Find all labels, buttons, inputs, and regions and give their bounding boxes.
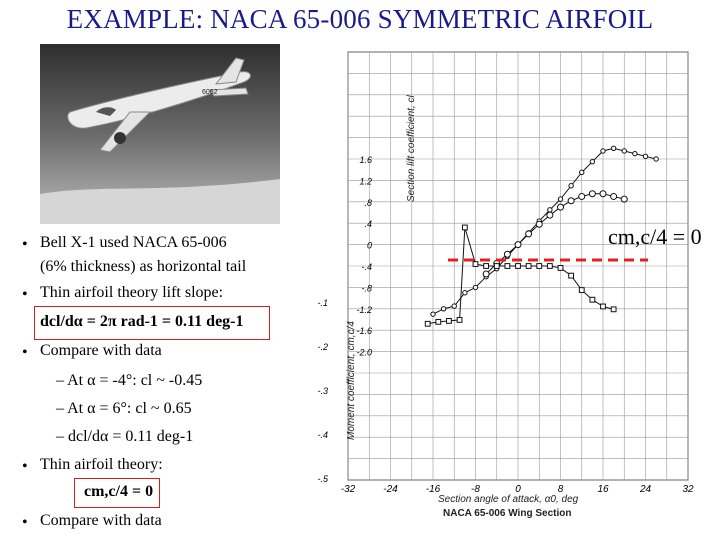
bullet-list [0,0,300,540]
data-point-cl_alt [483,271,489,277]
sub-bullet-3-text: dcl/dα = 0.11 deg-1 [68,428,194,445]
data-point-cm [425,321,430,326]
data-point-cm [457,318,462,323]
data-point-cm [473,262,478,267]
bullet-dot: • [22,286,28,303]
bullet-3: Compare with data [40,342,162,359]
data-point-cl [463,291,467,295]
cl-tick-label: .8 [364,197,372,208]
cm-tick-label: -.1 [317,298,328,308]
x-tick-label: 24 [639,484,652,495]
bullet-4: Thin airfoil theory: [40,456,163,473]
x-tick-label: 0 [515,484,521,495]
bullet-dot: • [22,514,28,531]
data-point-cl [590,159,594,163]
cl-axis-label: Section lift coefficient, cl [406,95,417,202]
data-point-cm [569,273,574,278]
data-point-cl [580,170,584,174]
bullet-1-line1: Bell X-1 used NACA 65-006 [40,234,227,251]
data-point-cl_alt [558,204,564,210]
data-point-cl [611,146,615,150]
cl-tick-label: -2.0 [356,347,372,358]
cm-annotation: cm,c/4 = 0 [608,224,702,249]
bullet-5: Compare with data [40,512,162,529]
tail-number: 6062 [202,89,218,96]
x-tick-label: -8 [471,484,480,495]
data-point-cl_alt [589,191,595,197]
data-point-cl [473,285,477,289]
data-point-cl_alt [579,193,585,199]
bullet-dot: • [22,458,28,475]
cl-tick-label: -1.6 [356,326,372,337]
lift-slope-formula: dcl/dα = 2π rad-1 = 0.11 deg-1 [40,313,244,330]
sub-bullet-3: – dcl/dα = 0.11 deg-1 [56,428,194,445]
data-point-cl [643,154,647,158]
data-point-cm [516,264,521,269]
cl-tick-label: -.4 [361,262,372,272]
data-point-cl [569,184,573,188]
cm-tick-label: -.5 [317,474,328,484]
bullet-dot: • [22,344,28,361]
bullet-dot: • [22,236,28,253]
data-point-cl [633,151,637,155]
data-point-cm [590,297,595,302]
data-point-cm [558,266,563,271]
data-point-cl [441,307,445,311]
data-point-cl [601,149,605,153]
chart-caption: NACA 65-006 Wing Section [443,508,572,519]
data-point-cl_alt [600,191,606,197]
data-point-cl_alt [515,242,521,248]
x-tick-label: 16 [597,484,609,495]
data-point-cm [447,318,452,323]
data-point-cm [537,264,542,269]
data-point-cm [547,264,552,269]
slide-title: EXAMPLE: NACA 65-006 SYMMETRIC AIRFOIL [66,4,654,34]
cm-tick-label: -.2 [317,342,328,352]
data-point-cl_alt [611,193,617,199]
cm-axis-label: Moment coefficient, cm,c/4 [346,321,357,440]
cl-tick-label: .4 [364,219,372,230]
cm-tick-label: -.4 [317,430,328,440]
x-axis-label: Section angle of attack, α0, deg [438,494,579,505]
data-point-cm [611,307,616,312]
data-point-cl_alt [547,212,553,218]
x-tick-label: 32 [682,484,694,495]
data-point-cl [452,304,456,308]
data-point-cm [505,264,510,269]
data-point-cm [526,264,531,269]
x-tick-label: 8 [557,484,564,495]
sub-bullet-1: – At α = -4°: cl ~ -0.45 [56,372,203,389]
data-point-cl_alt [504,251,510,257]
x-tick-label: -24 [383,484,398,495]
moment-formula: cm,c/4 = 0 [84,483,154,500]
cl-tick-label: 0 [366,240,372,251]
cm-tick-label: -.3 [317,386,328,396]
x-tick-label: -32 [340,484,356,495]
data-point-cl_alt [621,196,627,202]
bullet-1-line2: (6% thickness) as horizontal tail [40,258,247,275]
sub-bullet-2-text: At α = 6°: cl ~ 0.65 [67,400,192,417]
data-point-cl [558,197,562,201]
sub-bullet-2: – At α = 6°: cl ~ 0.65 [56,400,192,417]
data-point-cm [484,264,489,269]
data-point-cl [654,157,658,161]
data-point-cl [622,149,626,153]
data-point-cm [494,264,499,269]
data-point-cm [462,225,467,230]
data-point-cl [548,208,552,212]
naca-chart [288,44,720,524]
data-point-cl_alt [568,198,574,204]
sub-bullet-1-text: At α = -4°: cl ~ -0.45 [67,372,203,389]
x-tick-label: -16 [425,484,441,495]
cl-tick-label: 1.2 [359,176,372,187]
data-point-cl_alt [536,221,542,227]
bullet-2: Thin airfoil theory lift slope: [40,284,224,301]
cl-tick-label: 1.6 [359,155,372,165]
data-point-cm [601,304,606,309]
data-point-cm [579,288,584,293]
data-point-cl_alt [526,231,532,237]
data-point-cl [431,312,435,316]
data-point-cm [436,319,441,324]
cl-tick-label: -.8 [361,283,372,294]
cl-tick-label: -1.2 [356,304,372,315]
